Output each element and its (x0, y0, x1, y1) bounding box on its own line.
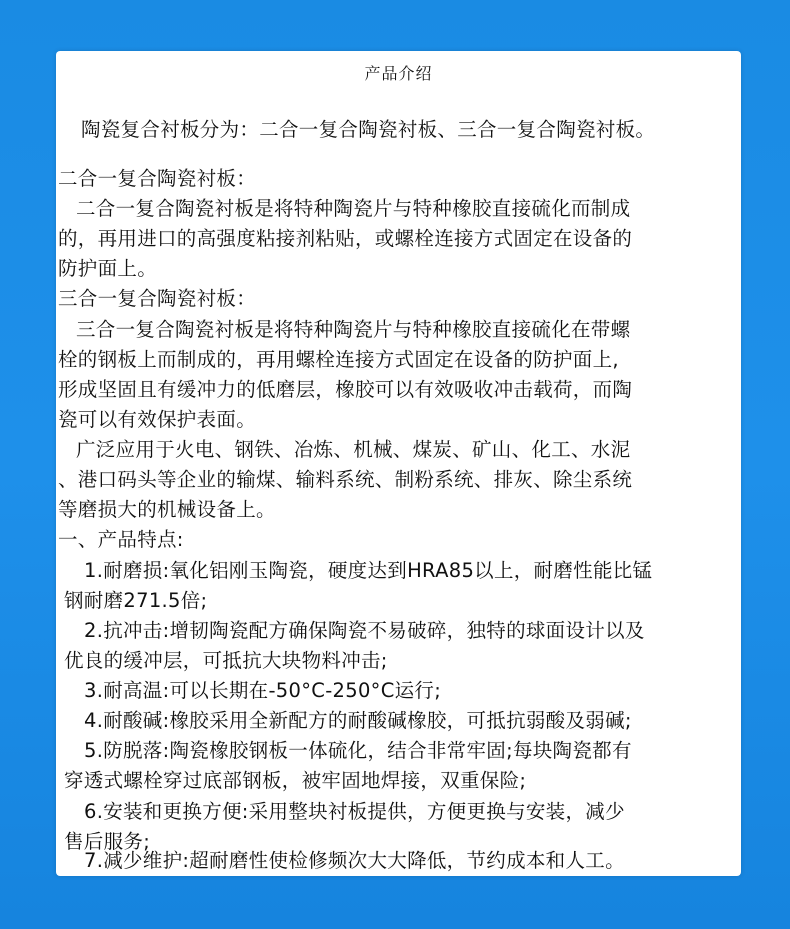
feature-item: 1.耐磨损:氧化铝刚玉陶瓷，硬度达到HRA85以上，耐磨性能比锰 (84, 559, 653, 582)
section-three-line: 瓷可以有效保护表面。 (58, 408, 257, 431)
feature-item-continuation: 售后服务; (64, 830, 151, 853)
application-line: 广泛应用于火电、钢铁、冶炼、机械、煤炭、矿山、化工、水泥 (76, 438, 631, 461)
feature-item-continuation: 穿透式螺栓穿过底部钢板，被牢固地焊接，双重保险; (64, 769, 527, 792)
section-two-heading: 二合一复合陶瓷衬板： (58, 167, 257, 190)
page-title: 产品介绍 (364, 64, 433, 83)
intro-text: 陶瓷复合衬板分为：二合一复合陶瓷衬板、三合一复合陶瓷衬板。 (81, 118, 656, 141)
application-line: 、港口码头等企业的输煤、输料系统、制粉系统、排灰、除尘系统 (58, 468, 633, 491)
feature-item: 4.耐酸碱:橡胶采用全新配方的耐酸碱橡胶，可抵抗弱酸及弱碱; (84, 709, 632, 732)
features-heading: 一、产品特点: (58, 528, 184, 551)
feature-item-continuation: 优良的缓冲层，可抵抗大块物料冲击; (64, 649, 388, 672)
section-two-line: 的，再用进口的高强度粘接剂粘贴，或螺栓连接方式固定在设备的 (58, 227, 633, 250)
application-line: 等磨损大的机械设备上。 (58, 498, 276, 521)
section-three-line: 形成坚固且有缓冲力的低磨层，橡胶可以有效吸收冲击载荷，而陶 (58, 378, 633, 401)
feature-item: 5.防脱落:陶瓷橡胶钢板一体硫化，结合非常牢固;每块陶瓷都有 (84, 739, 632, 762)
section-two-line: 防护面上。 (58, 257, 158, 280)
section-three-line: 三合一复合陶瓷衬板是将特种陶瓷片与特种橡胶直接硫化在带螺 (76, 318, 631, 341)
section-three-line: 栓的钢板上而制成的，再用螺栓连接方式固定在设备的防护面上, (58, 348, 619, 371)
feature-item: 7.减少维护:超耐磨性使检修频次大大降低，节约成本和人工。 (84, 849, 625, 872)
feature-item: 6.安装和更换方便:采用整块衬板提供，方便更换与安装，减少 (84, 800, 625, 823)
section-two-line: 二合一复合陶瓷衬板是将特种陶瓷片与特种橡胶直接硫化而制成 (76, 197, 631, 220)
feature-item-continuation: 钢耐磨271.5倍; (64, 589, 208, 612)
feature-item: 3.耐高温:可以长期在-50°C-250°C运行; (84, 679, 442, 702)
product-intro-panel (56, 51, 741, 876)
feature-item: 2.抗冲击:增韧陶瓷配方确保陶瓷不易破碎，独特的球面设计以及 (84, 619, 645, 642)
section-three-heading: 三合一复合陶瓷衬板： (58, 287, 257, 310)
